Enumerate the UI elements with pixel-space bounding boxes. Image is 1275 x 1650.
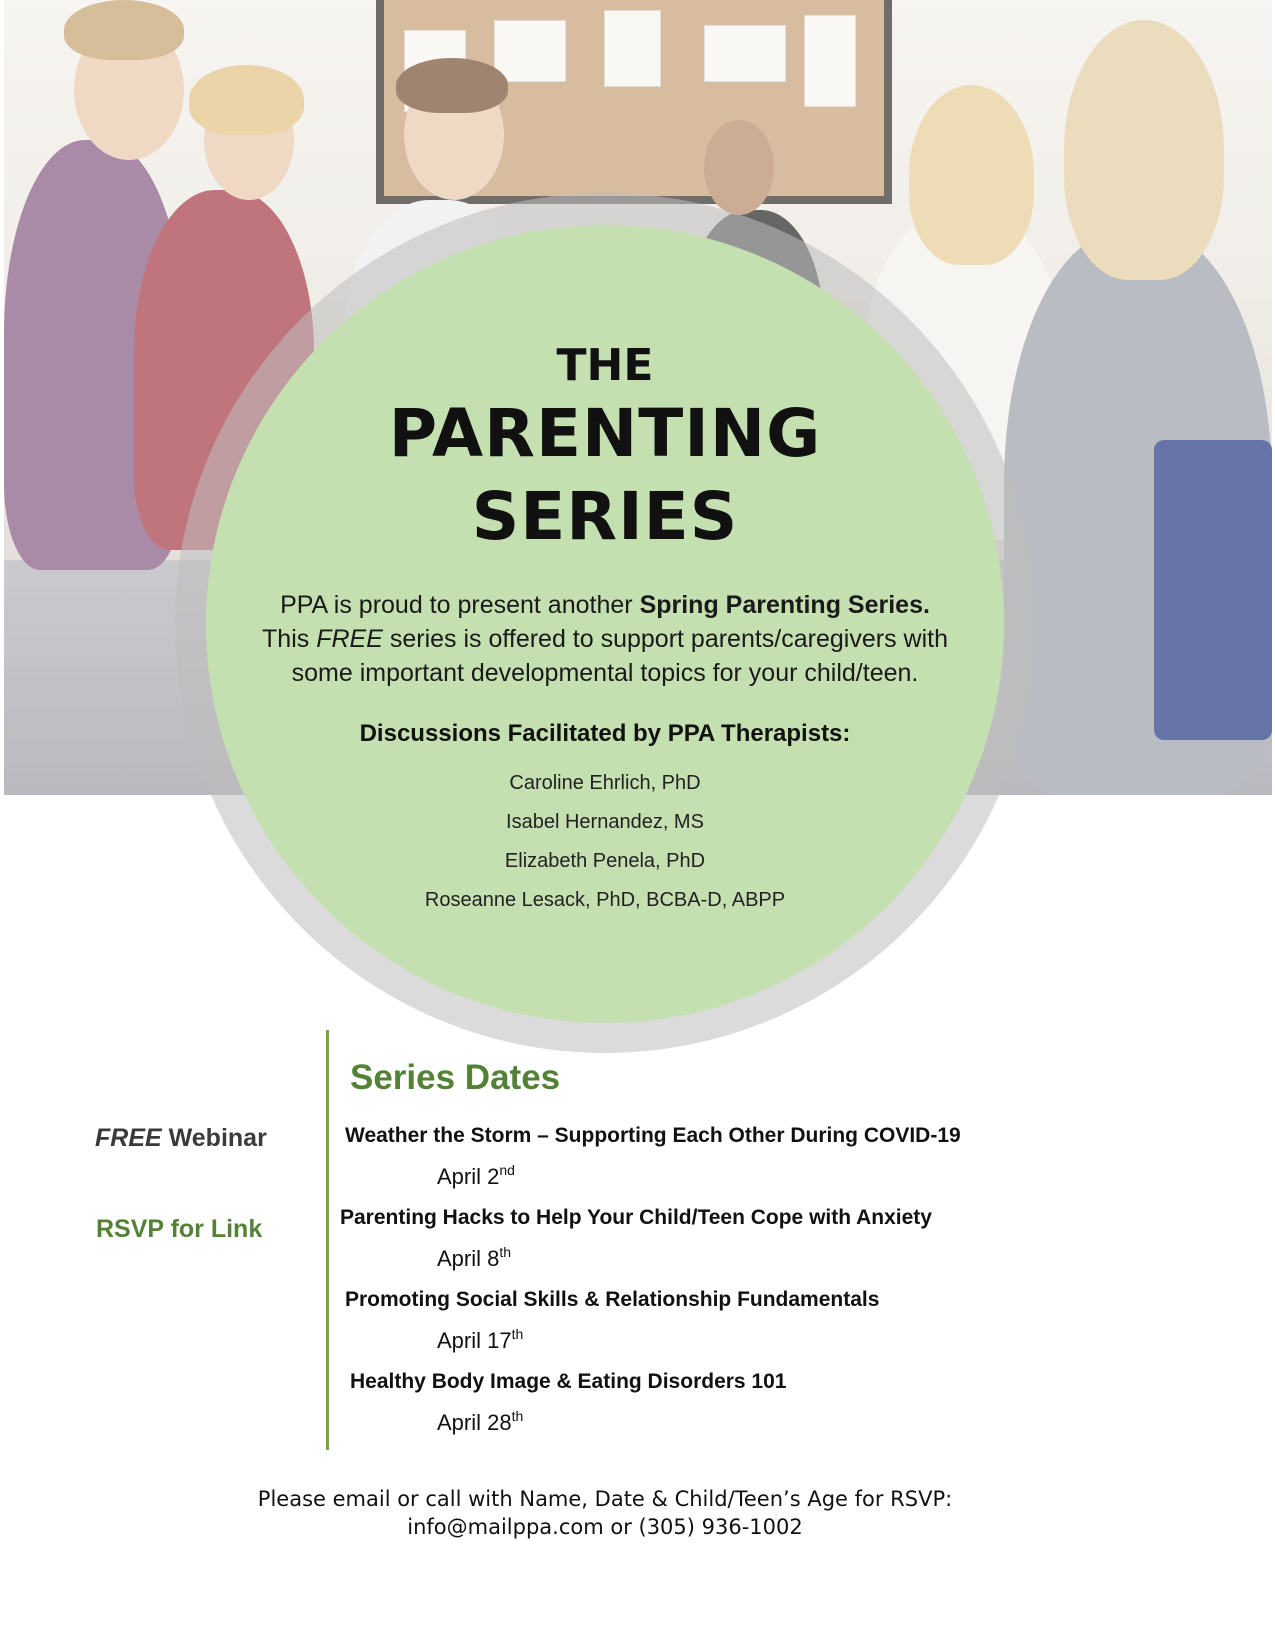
session-date: April 28th [437, 1408, 524, 1435]
rsvp-link-label: RSVP for Link [96, 1215, 263, 1243]
vertical-divider [326, 1030, 329, 1450]
intro-line-1: PPA is proud to present another Spring Parenting Series. [280, 591, 930, 619]
therapist-list [206, 764, 1004, 920]
session-date: April 8th [437, 1244, 512, 1271]
intro-line-2: This FREE series is offered to support parents/caregivers with [262, 625, 948, 653]
therapist-name: Elizabeth Penela, PhD [504, 850, 706, 872]
free-webinar-label: FREE Webinar [95, 1124, 267, 1152]
facilitators-heading: Discussions Facilitated by PPA Therapists: [359, 720, 851, 747]
session-date: April 2nd [437, 1162, 515, 1189]
title-series: SERIES [471, 478, 739, 555]
therapist-name: Caroline Ehrlich, PhD [509, 772, 701, 794]
therapist-name: Isabel Hernandez, MS [506, 811, 704, 833]
session-topic: Parenting Hacks to Help Your Child/Teen Cope with Anxiety [340, 1206, 932, 1229]
session-topic: Promoting Social Skills & Relationship Fundamentals [345, 1288, 880, 1311]
intro-paragraph [206, 588, 1004, 690]
title-parenting: PARENTING [388, 395, 822, 472]
rsvp-instructions: Please email or call with Name, Date & Child/Teen’s Age for RSVP: [257, 1487, 953, 1511]
therapist-name: Roseanne Lesack, PhD, BCBA-D, ABPP [424, 889, 786, 911]
contact-info: info@mailppa.com or (305) 936-1002 [407, 1515, 803, 1539]
session-topic: Weather the Storm – Supporting Each Other During COVID-19 [345, 1124, 961, 1147]
intro-line-3: some important developmental topics for your child/teen. [291, 659, 919, 687]
session-topic: Healthy Body Image & Eating Disorders 101 [350, 1370, 787, 1393]
title-the: THE [556, 340, 654, 391]
series-dates-heading: Series Dates [350, 1058, 561, 1097]
session-date: April 17th [437, 1326, 524, 1353]
